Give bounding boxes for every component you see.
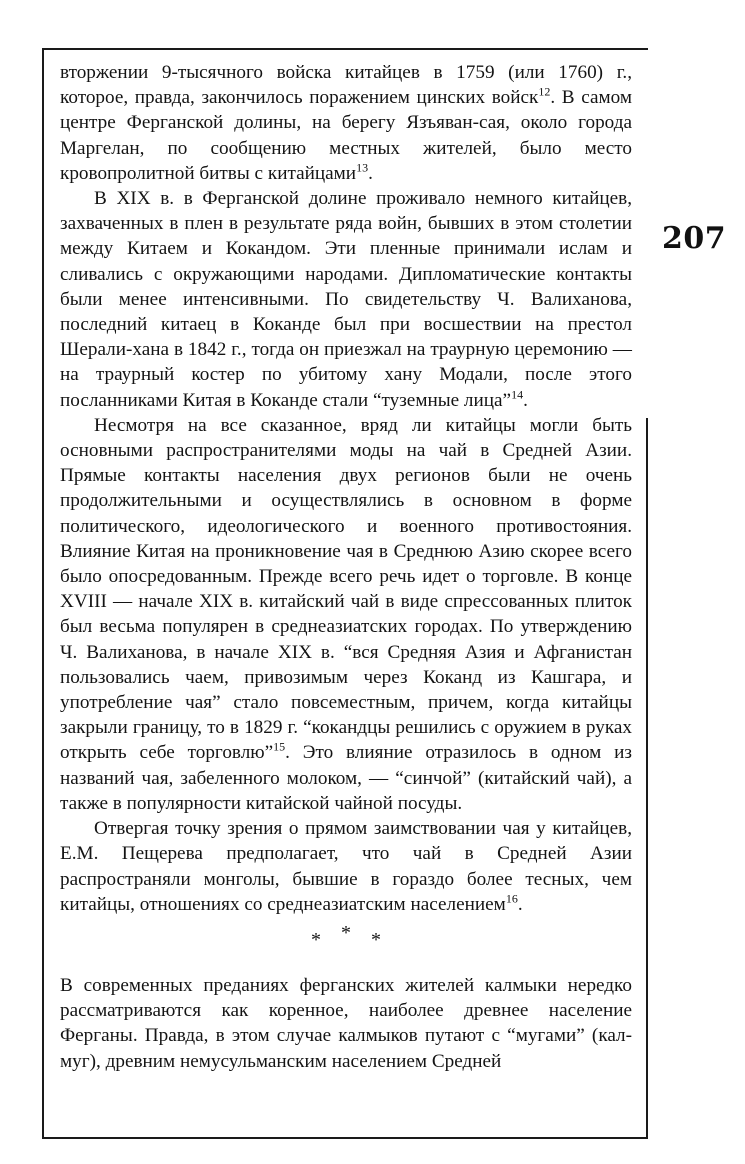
paragraph-1-tail: . В самом центре Ферганской долины, на берегу Язъяван-сая, около города Маргелан, по сообщению местных жителей, было место кровопролитной битвы с китайцами [60, 87, 632, 184]
footnote-ref-16: 16 [505, 891, 518, 906]
paragraph-2-tail: . [523, 389, 528, 411]
separator-star-3: * [371, 928, 381, 951]
paragraph-4-text: Отвергая точку зрения о прямом заимствовании чая у китайцев, Е.М. Пещерева предполагает, что чай в Средней Азии распространяли монголы, бывшие в гораздо более тесных, чем китайцы, отношениях со среднеазиатским населением [60, 818, 632, 915]
footnote-ref-13: 13 [356, 160, 369, 175]
paragraph-5 [60, 973, 632, 1074]
page-number: 207 [662, 221, 727, 256]
paragraph-1-text: вторжении 9-тысячного войска китайцев в 1759 (или 1760) г., которое, правда, закончилось поражением цинских войск [60, 62, 632, 109]
separator-star-1: * [311, 928, 321, 951]
paragraph-1 [60, 60, 632, 186]
paragraph-4-tail: . [517, 893, 523, 915]
frame-top-rule [42, 48, 648, 50]
paragraph-3 [60, 413, 632, 816]
paragraph-3-text: Несмотря на все сказанное, вряд ли китайцы могли быть основными распространителями моды на чай в Средней Азии. Прямые контакты населения двух регионов были не очень продолжительными и осуществлялись в основном в форме политического, идеологического и военного противостояния. Влияние Китая на проникновение чая в Среднюю Азию скорее всего было опосредованным. Прежде всего речь идет о торговле. В конце XVIII — начале XIX в. китайский чай в виде спрессованных плиток был весьма популярен в среднеазиатских городах. По утверждению Ч. Валиханова, в начале XIX в. “вся Средняя Азия и Афганистан пользовались чаем, привозимым через Коканд из Кашгара, и употребление чая” стало повсеместным, причем, когда китайцы закрыли границу, то в 1829 г. “кокандцы решились с оружием в руках открыть себе торговлю” [60, 414, 632, 764]
footnote-ref-14: 14 [511, 387, 524, 402]
paragraph-2-text: В XIX в. в Ферганской долине проживало немного китайцев, захваченных в плен в результате ряда войн, бывших в этом столетии между Китаем и Кокандом. Эти пленные принимали ислам и сливались с окружающими народами. Дипломатические контакты были менее интенсивными. По свидетельству Ч. Валиханова, последний китаец в Коканде был при восшествии на престол Шерали-хана в 1842 г., тогда он приезжал на траурную церемонию — на траурный костер по убитому хану Модали, после этого посланниками Китая в Коканде стали “туземные лица” [60, 188, 632, 411]
frame-left-rule [42, 48, 44, 1138]
section-separator [60, 921, 632, 951]
footnote-ref-15: 15 [273, 740, 286, 755]
paragraph-4 [60, 816, 632, 917]
paragraph-2 [60, 186, 632, 413]
paragraph-3-tail: . Это влияние отразилось в одном из названий чая, забеленного молоком, — “синчой” (китайский чай), а также в популярности китайской чайной посуды. [60, 742, 633, 814]
body-text [60, 60, 632, 1074]
frame-bottom-rule [42, 1137, 648, 1139]
footnote-ref-12: 12 [538, 84, 551, 99]
frame-right-rule [646, 418, 648, 1138]
separator-star-2: * [341, 921, 351, 944]
paragraph-1-tail-2: . [368, 162, 373, 184]
paragraph-5-text: В современных преданиях ферганских жителей калмыки нередко рассматриваются как коренное, наиболее древнее население Ферганы. Правда, в этом случае калмыков путают с “мугами” (кал-муг), древним немусульманским населением Средней [60, 974, 632, 1072]
